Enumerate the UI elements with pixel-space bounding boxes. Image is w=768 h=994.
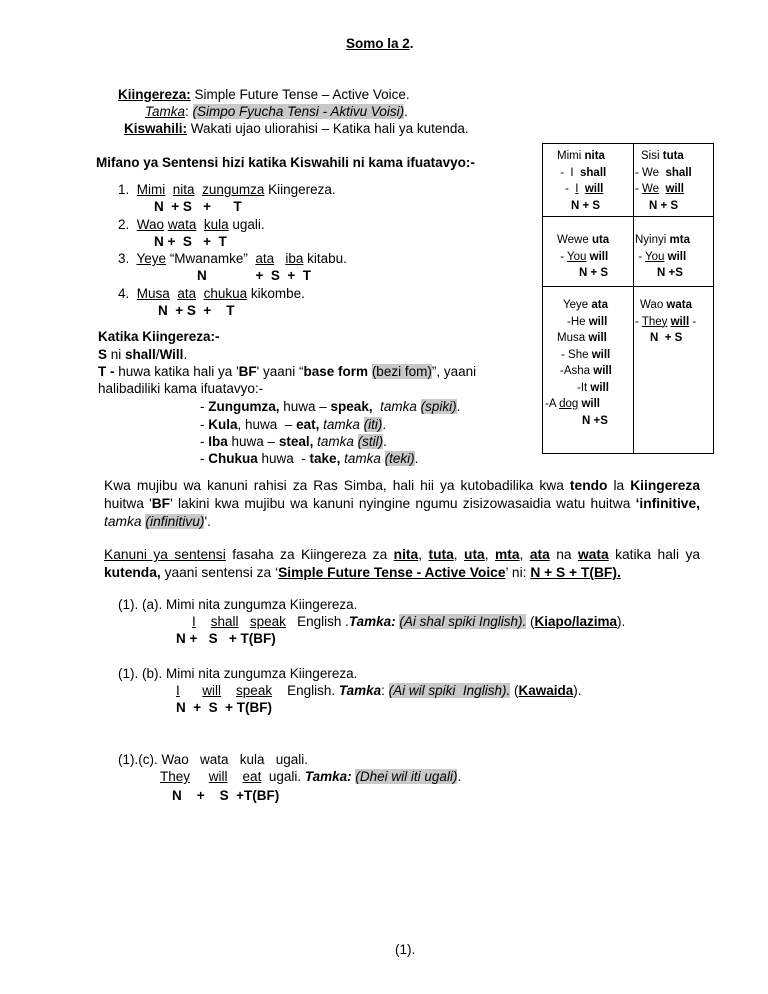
cell-text: Mimi	[557, 150, 585, 162]
ex-space	[221, 683, 236, 698]
t-text2: ' yaani “	[256, 364, 304, 379]
verb-mid: huwa –	[279, 399, 331, 414]
example-aux: nita	[172, 182, 195, 197]
verb-dash: -	[200, 451, 209, 466]
paragraph-kanuni-sentensi	[104, 546, 700, 582]
example-1c-head: (1).(c). Wao wata kula ugali.	[118, 752, 309, 767]
cell-text: - We	[635, 166, 666, 179]
s-slash: /	[155, 347, 160, 362]
verb-row	[200, 399, 460, 415]
verb-sw: Iba	[208, 434, 228, 449]
cell-bold: will	[588, 315, 608, 328]
cell-bold: ata	[591, 299, 608, 311]
tamka-label: Tamka	[145, 104, 186, 119]
verb-pron: (stil)	[357, 434, 384, 449]
example-rest: kikombe.	[247, 286, 305, 301]
table-cell-sisi	[635, 148, 692, 214]
verb-dash: -	[200, 399, 209, 414]
example-1a-sentence	[192, 614, 625, 630]
cell-bold: will	[581, 398, 600, 410]
para-bold: BF	[151, 496, 171, 511]
ex-space	[180, 683, 203, 698]
para-bold: uta	[464, 547, 485, 562]
verb-tamka: tamka	[344, 451, 381, 466]
example-1c-sentence	[160, 769, 461, 785]
table-cell-wao	[635, 297, 696, 347]
verb-end: .	[383, 434, 387, 449]
t-line2: halibadiliki kama ifuatavyo:-	[98, 381, 264, 396]
cell-bold: will	[667, 250, 687, 263]
verb-row	[200, 451, 418, 467]
katika-heading: Katika Kiingereza:-	[98, 329, 220, 344]
verb-sw: Chukua	[208, 451, 258, 466]
example-rest: ugali.	[228, 217, 265, 232]
example-1	[118, 182, 336, 198]
verb-row	[200, 434, 387, 450]
ex-text: English.	[272, 683, 339, 698]
para-text: na	[549, 547, 578, 562]
cell-underline: You	[567, 250, 587, 263]
ex-pron: (Ai wil spiki Inglish).	[388, 683, 511, 698]
t-bf: BF	[238, 364, 257, 379]
ex-word: eat	[242, 769, 262, 784]
cell-bold: will	[670, 315, 690, 328]
para-text: '.	[204, 514, 211, 529]
ex-tamka: Tamka:	[304, 769, 352, 784]
para-text: huitwa '	[104, 496, 152, 511]
cell-text: -	[565, 183, 576, 195]
intro-kiswahili	[124, 121, 469, 137]
table-divider	[633, 144, 634, 453]
ex-text: ugali.	[261, 769, 305, 784]
cell-bold: tuta	[662, 150, 684, 162]
cell-pattern: N + S	[649, 199, 679, 212]
cell-text: Musa	[557, 332, 589, 344]
ex-kiapo: Kiapo/lazima	[534, 614, 617, 629]
example-subject: Musa	[136, 286, 170, 301]
para-bold: kutenda,	[104, 565, 161, 580]
t-label: T -	[98, 364, 115, 379]
ex-word: shall	[210, 614, 239, 629]
ex-end: ).	[617, 614, 626, 629]
para-bold: ata	[529, 547, 550, 562]
tamka-sep: :	[185, 104, 193, 119]
example-rest: kitabu.	[303, 251, 347, 266]
para-bold: nita	[393, 547, 419, 562]
cell-text: -	[557, 250, 568, 263]
example-verb: chukua	[203, 286, 248, 301]
table-divider	[543, 216, 713, 217]
verb-tamka: tamka	[323, 417, 360, 432]
verb-dash: -	[200, 417, 209, 432]
ex-kawaida: Kawaida	[518, 683, 574, 698]
ex-end: ).	[573, 683, 582, 698]
para-text: ,	[453, 547, 465, 562]
example-num: 2.	[118, 217, 130, 232]
example-4-pattern: N + S + T	[158, 303, 235, 318]
s-label: S	[98, 347, 108, 362]
example-aux: ata	[255, 251, 275, 266]
title-text: Somo la 2	[346, 36, 410, 51]
cell-text: -	[635, 250, 646, 263]
cell-bold: shall	[580, 166, 607, 179]
example-rest: Kiingereza.	[264, 182, 336, 197]
verb-tamka: tamka	[317, 434, 354, 449]
example-3	[118, 251, 347, 267]
kiingereza-label: Kiingereza:	[118, 87, 191, 102]
cell-pattern: N +S	[657, 267, 683, 279]
example-verb: zungumza	[202, 182, 265, 197]
ex-space: :	[381, 683, 389, 698]
kiingereza-text: Simple Future Tense – Active Voice.	[190, 87, 410, 102]
ex-pron: (Dhei wil iti ugali)	[355, 769, 458, 784]
cell-underline: dog	[559, 398, 579, 410]
cell-text: -It	[577, 381, 591, 394]
cell-text: -	[635, 183, 643, 195]
ex-word: speak	[236, 683, 273, 698]
example-1b-pattern: N + S + T(BF)	[176, 700, 273, 715]
cell-bold: uta	[591, 234, 610, 246]
cell-bold: mta	[669, 234, 690, 246]
cell-pattern: N + S	[571, 199, 601, 212]
page-title	[346, 36, 414, 52]
ex-text: (	[510, 683, 519, 698]
cell-text: Nyinyi	[635, 234, 670, 246]
verb-dash: -	[200, 434, 209, 449]
para-italic: tamka	[104, 514, 142, 529]
example-1c-pattern: N + S +T(BF)	[172, 788, 280, 803]
cell-text: - I	[557, 166, 580, 179]
para-text: ,	[519, 547, 530, 562]
cell-bold: will	[584, 183, 604, 195]
para-text: ' lakini kwa mujibu wa kanuni nyingine ngumu zisizowasaidia watu huitwa	[170, 496, 636, 511]
para-bold: wata	[577, 547, 609, 562]
ex-space	[239, 614, 250, 629]
para-pron: (infinitivu)	[145, 514, 205, 529]
ex-text: (	[526, 614, 535, 629]
cell-text: Sisi	[641, 150, 663, 162]
example-aux: ata	[177, 286, 197, 301]
examples-heading: Mifano ya Sentensi hizi katika Kiswahili ni kama ifuatavyo:-	[96, 155, 475, 170]
example-verb: kula	[203, 217, 229, 232]
cell-text: -	[689, 315, 697, 328]
cell-bold: will	[588, 332, 607, 344]
cell-bold: will	[593, 365, 612, 377]
cell-pattern: N +S	[582, 414, 608, 427]
verb-sw: Zungumza,	[208, 399, 280, 414]
para-text: katika hali ya	[608, 547, 701, 562]
ex-word: They	[160, 769, 191, 784]
para-bold: ‘infinitive,	[635, 496, 700, 511]
ex-pron: (Ai shal spiki Inglish).	[399, 614, 527, 629]
example-2	[118, 217, 265, 233]
para-text: fasaha za Kiingereza za	[225, 547, 394, 562]
table-divider	[543, 286, 713, 287]
t-text3: ”, yaani	[431, 364, 477, 379]
ex-end: .	[457, 769, 462, 784]
example-1b-sentence	[176, 683, 581, 699]
example-3-pattern: N + S + T	[197, 268, 312, 283]
s-end: .	[183, 347, 188, 362]
cell-bold: will	[591, 348, 611, 361]
para-text: yaani sentensi za ‘	[160, 565, 279, 580]
ex-space	[190, 769, 209, 784]
verb-sw: Kula	[208, 417, 238, 432]
cell-bold: will	[590, 381, 609, 394]
ex-word: will	[202, 683, 222, 698]
s-val: shall	[125, 347, 156, 362]
cell-text: Wewe	[557, 234, 592, 246]
para-text: Kwa mujibu wa kanuni rahisi za Ras Simba, hali hii ya kutobadilika kwa	[104, 478, 570, 493]
pronoun-table	[542, 143, 714, 454]
example-aux: wata	[167, 217, 197, 232]
example-subject: Wao	[136, 217, 165, 232]
cell-bold: shall	[665, 166, 692, 179]
ex-tamka: Tamka	[338, 683, 382, 698]
example-1a-head: (1). (a). Mimi nita zungumza Kiingereza.	[118, 597, 358, 612]
paragraph-kanuni-rahisi	[104, 477, 700, 531]
cell-bold: wata	[666, 299, 692, 311]
ex-space	[228, 769, 243, 784]
ex-space	[196, 614, 211, 629]
s-mid: ni	[107, 347, 126, 362]
example-pre: “Mwanamke”	[166, 251, 256, 266]
t-base: base form	[303, 364, 369, 379]
example-num: 4.	[118, 286, 130, 301]
verb-row	[200, 417, 386, 433]
para-formula: N + S + T(BF).	[530, 565, 621, 580]
example-num: 3.	[118, 251, 130, 266]
title-dot: .	[409, 36, 414, 51]
verb-sp	[373, 399, 381, 414]
verb-tamka: tamka	[380, 399, 417, 414]
verb-pron: (iti)	[363, 417, 383, 432]
kiswahili-label: Kiswahili:	[124, 121, 188, 136]
ex-word: will	[208, 769, 228, 784]
verb-en: eat,	[296, 417, 320, 432]
para-text: ’ ni:	[505, 565, 531, 580]
para-text: la	[607, 478, 631, 493]
cell-underline: I	[575, 183, 579, 195]
para-bold: tendo	[569, 478, 608, 493]
cell-underline: You	[645, 250, 665, 263]
para-underline: Kanuni ya sentensi	[104, 547, 226, 562]
cell-text: -	[635, 315, 642, 328]
cell-pattern: N + S	[650, 332, 683, 344]
para-text: ,	[418, 547, 429, 562]
example-verb: iba	[285, 251, 304, 266]
intro-kiingereza	[118, 87, 410, 103]
verb-mid: , huwa –	[237, 417, 297, 432]
intro-tamka	[145, 104, 408, 120]
verb-end: .	[414, 451, 419, 466]
cell-bold: will	[589, 250, 609, 263]
example-subject: Mimi	[136, 182, 166, 197]
example-1-pattern: N + S + T	[154, 199, 242, 214]
para-bold: mta	[495, 547, 520, 562]
ex-word: I	[176, 683, 180, 698]
verb-en: take,	[309, 451, 341, 466]
ex-text: English .	[285, 614, 349, 629]
cell-text: -Asha	[560, 365, 594, 377]
kiswahili-text: Wakati ujao uliorahisi – Katika hali ya kutenda.	[187, 121, 469, 136]
verb-end: .	[456, 399, 461, 414]
example-2-pattern: N + S + T	[154, 234, 227, 249]
para-bold: Kiingereza	[630, 478, 700, 493]
example-num: 1.	[118, 182, 130, 197]
example-4	[118, 286, 305, 302]
cell-bold: nita	[584, 150, 605, 162]
verb-end: .	[382, 417, 387, 432]
verb-en: steal,	[278, 434, 314, 449]
cell-pattern: N + S	[579, 267, 609, 279]
table-cell-wewe	[557, 232, 609, 282]
t-text1: huwa katika hali ya '	[114, 364, 239, 379]
cell-underline: We	[642, 183, 660, 195]
ex-word: speak	[249, 614, 286, 629]
verb-pron: (spiki)	[420, 399, 457, 414]
cell-text: - She	[561, 348, 592, 361]
cell-underline: They	[641, 315, 668, 328]
tamka-end: .	[404, 104, 408, 119]
s-definition	[98, 347, 187, 363]
page-number: (1).	[395, 942, 416, 957]
verb-mid: huwa –	[227, 434, 279, 449]
cell-text: -A	[545, 398, 560, 410]
table-cell-yeye	[545, 297, 612, 429]
cell-text: Wao	[640, 299, 667, 311]
table-cell-mimi	[557, 148, 606, 214]
cell-text: Yeye	[563, 299, 592, 311]
verb-en: speak,	[330, 399, 373, 414]
verb-pron: (teki)	[384, 451, 415, 466]
ex-tamka: Tamka:	[348, 614, 396, 629]
cell-text: -He	[567, 315, 589, 328]
example-1b-head: (1). (b). Mimi nita zungumza Kiingereza.	[118, 666, 358, 681]
s-val2: Will	[159, 347, 184, 362]
tamka-text: (Simpo Fyucha Tensi - Aktivu Voisi)	[192, 104, 405, 119]
para-bold: Simple Future Tense - Active Voice	[278, 565, 506, 580]
t-definition	[98, 364, 476, 380]
para-text: ,	[484, 547, 495, 562]
t-bezi: (bezi fom)	[371, 364, 432, 379]
ex-word: I	[192, 614, 196, 629]
example-subject: Yeye	[136, 251, 167, 266]
para-bold: tuta	[428, 547, 454, 562]
table-cell-nyinyi	[635, 232, 690, 282]
example-1a-pattern: N + S + T(BF)	[176, 631, 276, 646]
verb-mid: huwa -	[257, 451, 310, 466]
cell-bold: will	[665, 183, 684, 195]
